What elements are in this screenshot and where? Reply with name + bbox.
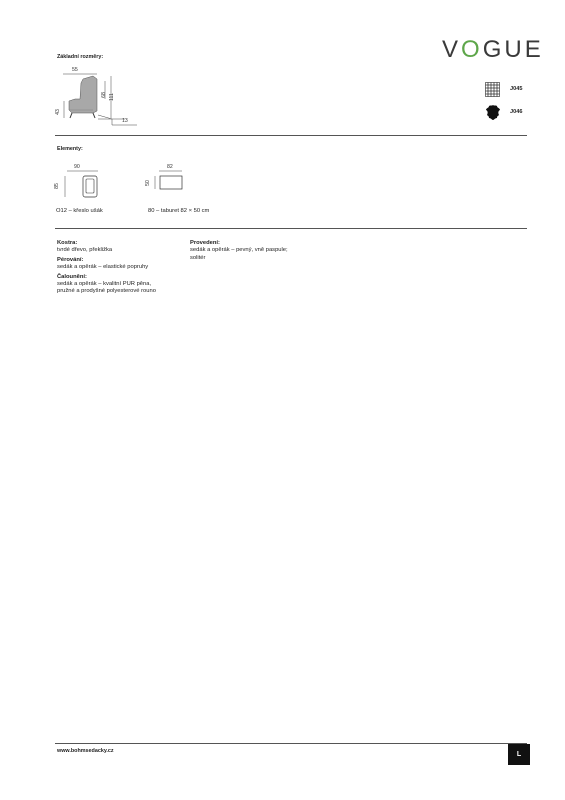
vogue-logo xyxy=(442,36,544,64)
logo-letters-gue: GUE xyxy=(482,36,544,63)
leather-hide-icon xyxy=(485,104,501,121)
element1-label: O12 – křeslo ušák xyxy=(56,208,103,214)
armchair-top-view-drawing xyxy=(62,168,106,202)
dim-depth-extra: 13 xyxy=(122,118,128,124)
spec-finish-title: Provedení: xyxy=(190,240,220,246)
dim-total-height: 111 xyxy=(108,93,115,101)
element2-width: 82 xyxy=(167,164,173,170)
spec-upholstery-line2: pružné a prodyšné polyesterové rouno xyxy=(57,288,156,295)
element1-width: 90 xyxy=(74,164,80,170)
spec-frame-title: Kostra: xyxy=(57,240,78,246)
element1-depth: 85 xyxy=(53,183,60,189)
spec-frame-text: tvrdé dřevo, překližka xyxy=(57,247,113,254)
divider-top xyxy=(55,135,527,136)
spec-upholstery-title: Čalounění: xyxy=(57,273,87,280)
element2-label: 80 – taburet 82 × 50 cm xyxy=(148,208,210,214)
footer-website-link[interactable]: www.bohmsedacky.cz xyxy=(57,748,114,754)
spec-springs-text: sedák a opěrák – elastické popruhy xyxy=(57,264,149,271)
elements-heading: Elementy: xyxy=(57,146,83,152)
logo-letter-v: V xyxy=(442,36,462,63)
dim-back-height: 68 xyxy=(100,92,107,98)
logo-letter-o: O xyxy=(461,36,483,63)
ottoman-top-view-drawing xyxy=(150,168,186,192)
divider-footer xyxy=(55,743,527,744)
specs-right-column xyxy=(190,240,340,262)
specs-left-column xyxy=(57,240,187,296)
material-code-j046: J046 xyxy=(510,109,523,115)
dim-seat-height: 43 xyxy=(54,109,61,115)
spec-springs-title: Pérování: xyxy=(57,256,84,263)
material-code-j045: J045 xyxy=(510,86,523,92)
spec-finish-line2: solitér xyxy=(190,254,206,261)
page-marker: L xyxy=(508,744,530,765)
element2-depth: 50 xyxy=(144,180,151,186)
spec-finish-line1: sedák a opěrák – pevný, vně paspule; xyxy=(190,247,288,254)
basic-dimensions-heading: Základní rozměry: xyxy=(57,54,104,60)
dim-width: 55 xyxy=(72,67,78,73)
divider-middle xyxy=(55,228,527,229)
fabric-pattern-icon xyxy=(485,82,500,97)
spec-upholstery-line1: sedák a opěrák – kvalitní PUR pěna, xyxy=(57,281,152,288)
